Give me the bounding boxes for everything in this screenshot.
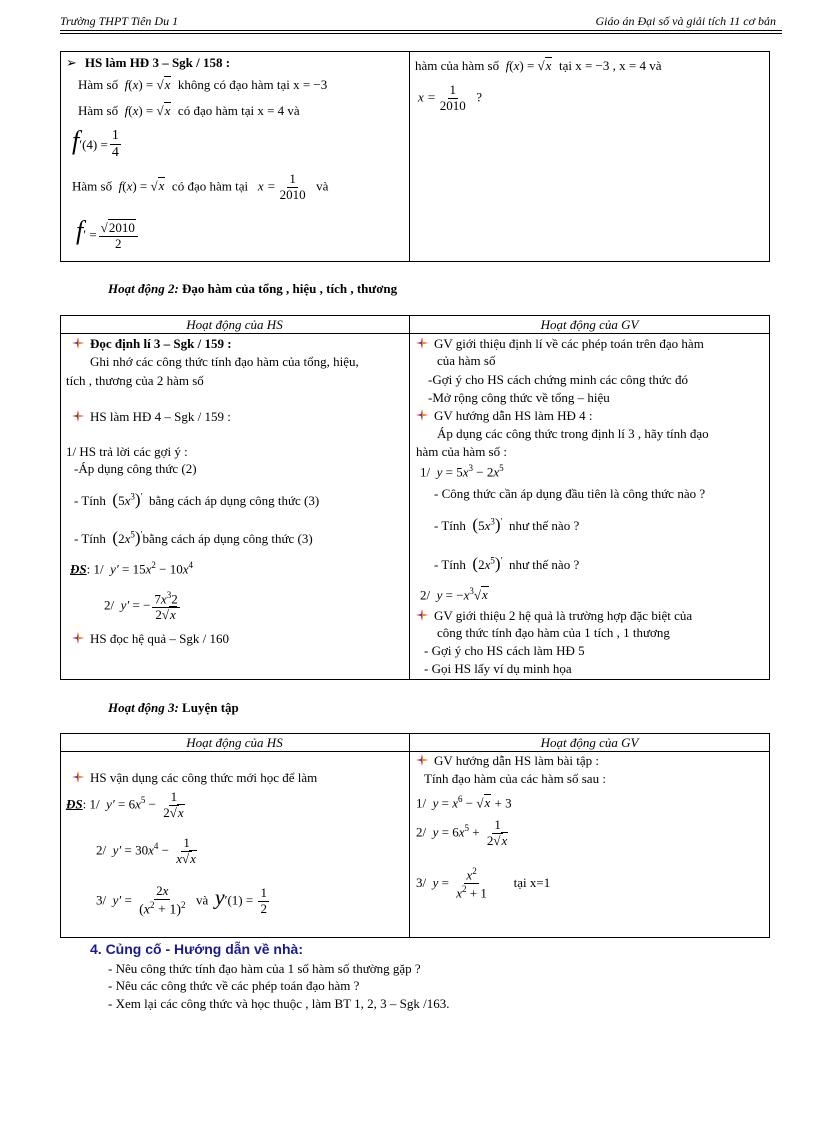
t3-gv-d1: GV hướng dẫn HS làm bài tập :: [416, 753, 599, 769]
hd3-line1: ➢ HS làm HĐ 3 – Sgk / 158 :: [66, 55, 231, 70]
hd3-fprime2010: f′ = $\frac{√2010}{2}$: [76, 216, 140, 251]
t2-hs-a3: tích , thương của 2 hàm số: [66, 373, 204, 388]
table3-col-hs: Hoạt động của HS: [186, 735, 283, 750]
table3-divider: [409, 733, 410, 938]
t2-gv-b15: - Gợi ý cho HS cách làm HĐ 5: [424, 643, 585, 658]
t3-gv-d3: 1/ $y = x^6 - √x + 3$: [416, 794, 512, 811]
t2-gv-b5: GV hướng dẫn HS làm HĐ 4 :: [416, 408, 592, 424]
t2-gv-b3: -Gợi ý cho HS cách chứng minh các công thức đó: [428, 372, 688, 387]
table2-col-hs: Hoạt động của HS: [186, 317, 283, 332]
t3-hs-ds1: ĐS: 1/ $y' = 6x^5$ − $\frac{1}{2√x}$: [66, 789, 184, 820]
t2-gv-b4: -Mở rộng công thức về tổng – hiệu: [428, 390, 610, 405]
t3-hs-ds2: 2/ $y' = 30x^4$ − $\frac{1}{x√x}$: [96, 835, 196, 866]
t2-hs-a5: 1/ HS trả lời các gợi ý :: [66, 444, 188, 459]
t2-hs-a7: - Tính $(5x^3)'$ bằng cách áp dụng công thức (3): [74, 490, 320, 509]
t2-hs-a6: -Áp dụng công thức (2): [74, 461, 197, 476]
flag-icon: [72, 410, 84, 422]
flag-icon: [72, 771, 84, 783]
header-rule-2: [60, 33, 782, 34]
t3-gv-d2: Tính đạo hàm của các hàm số sau :: [424, 771, 606, 786]
hd3-line2: Hàm số f(x) = √x không có đạo hàm tại x = −3: [78, 77, 328, 92]
t2-gv-b16: - Gọi HS lấy ví dụ minh họa: [424, 661, 572, 676]
t2-hs-a2: Ghi nhớ các công thức tính đạo hàm của tổng, hiệu,: [90, 354, 359, 369]
hd3-title: Hoạt động 3: Luyện tập: [108, 700, 239, 715]
header-right: Giáo án Đại số và giải tích 11 cơ bản: [595, 14, 776, 28]
t2-hs-ds1: ĐS: 1/ $y' = 15x^2 - 10x^4$: [70, 560, 193, 577]
t3-gv-d4: 2/ $y = 6x^5$ + $\frac{1}{2√x}$: [416, 817, 508, 848]
t2-hs-a1: Đọc định lí 3 – Sgk / 159 :: [72, 336, 232, 352]
hd3-right-line2: x = $\frac{1}{2010}$ ?: [418, 82, 483, 113]
flag-icon: [416, 409, 428, 421]
t2-gv-b12: 2/ $y = -x^3√x$: [420, 586, 488, 603]
t2-hs-a8: - Tính $(2x^5)'bằng$ cách áp dụng công thức (3): [74, 528, 313, 547]
hd3-fprime4: f′(4) = $\frac{1}{4}$: [72, 126, 119, 160]
header-rule: [60, 30, 782, 31]
hd2-title: Hoạt động 2: Đạo hàm của tổng , hiệu , tích , thương: [108, 281, 398, 296]
hd3-line3: Hàm số f(x) = √x có đạo hàm tại x = 4 và: [78, 103, 300, 118]
t2-hs-ds2: 2/ y′ = − $\frac{7x^32}{2√x}$: [104, 590, 178, 623]
t2-hs-a4: HS làm HĐ 4 – Sgk / 159 :: [72, 409, 231, 425]
t2-gv-b1: GV giới thiệu định lí về các phép toán trên đạo hàm: [416, 336, 704, 352]
flag-icon: [72, 632, 84, 644]
table2-col-gv: Hoạt động của GV: [540, 317, 639, 332]
section4-item-3: - Xem lại các công thức và học thuộc , làm BT 1, 2, 3 – Sgk /163.: [108, 996, 450, 1011]
t2-gv-b10: - Tính $(5x^3)'$ như thế nào ?: [434, 515, 580, 534]
t2-gv-b13: GV giới thiệu 2 hệ quả là trường hợp đặc biệt của: [416, 608, 692, 624]
t2-gv-b6: Áp dụng các công thức trong định lí 3 , hãy tính đạo: [437, 426, 709, 441]
flag-icon: [416, 754, 428, 766]
t3-gv-d5: 3/ y = $\frac{x^2}{x^2 + 1}$ tại x=1: [416, 866, 551, 901]
t3-hs-ds3: 3/ y′ = $\frac{2x}{(x^2 + 1)^2}$ và y′(1) = $\frac{1}{2}$: [96, 883, 267, 918]
t2-gv-b9: - Công thức cần áp dụng đầu tiên là công thức nào ?: [434, 486, 706, 501]
hd3-line5: Hàm số f(x) = √x có đạo hàm tại x = $\frac{1}{2010}$ và: [72, 171, 329, 202]
flag-icon: [416, 609, 428, 621]
t2-hs-a11: HS đọc hệ quả – Sgk / 160: [72, 631, 229, 647]
t2-gv-b14: công thức tính đạo hàm của 1 tích , 1 thương: [437, 625, 670, 640]
hd3-box-divider: [409, 51, 410, 262]
t2-gv-b11: - Tính $(2x^5)'$ như thế nào ?: [434, 554, 580, 573]
table3-header-rule: [60, 751, 770, 752]
table3-col-gv: Hoạt động của GV: [540, 735, 639, 750]
t3-hs-c1: HS vận dụng các công thức mới học để làm: [72, 770, 317, 786]
section4-item-1: - Nêu công thức tính đạo hàm của 1 số hàm số thường gặp ?: [108, 961, 421, 976]
header-left: Trường THPT Tiên Du 1: [60, 14, 179, 28]
flag-icon: [416, 337, 428, 349]
t2-gv-b2: của hàm số: [437, 353, 496, 368]
t2-gv-b7: hàm của hàm số :: [416, 444, 507, 459]
table2-divider: [409, 315, 410, 680]
section4-title: 4. Củng cố - Hướng dẫn về nhà:: [90, 941, 303, 957]
section4-item-2: - Nêu các công thức về các phép toán đạo hàm ?: [108, 978, 360, 993]
flag-icon: [72, 337, 84, 349]
hd3-right-line1: hàm của hàm số f(x) = √x tại x = −3 , x = 4 và: [415, 58, 662, 73]
t2-gv-b8: 1/ $y = 5x^3 - 2x^5$: [420, 463, 504, 480]
table2-header-rule: [60, 333, 770, 334]
